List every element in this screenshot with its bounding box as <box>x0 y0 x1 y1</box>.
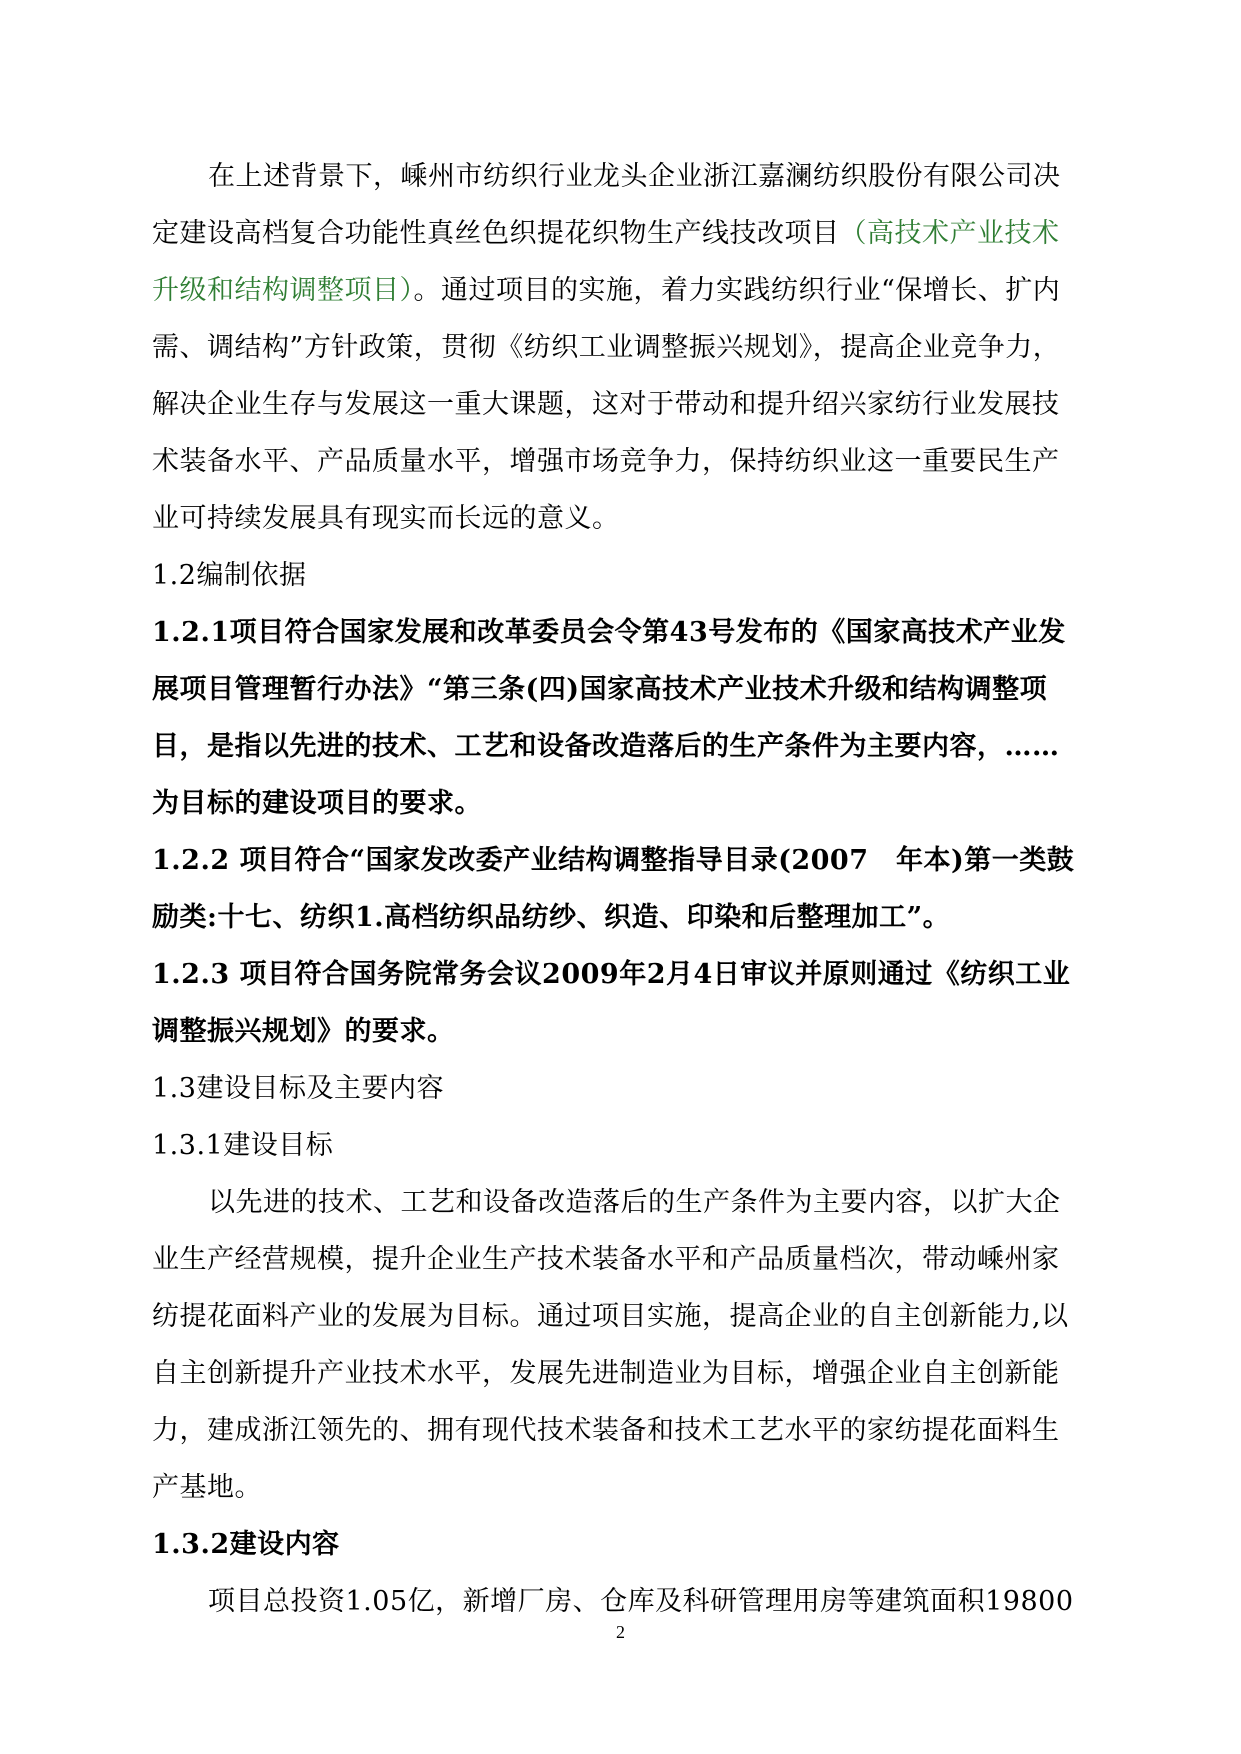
paragraph-line: 产基地。 <box>152 1472 262 1503</box>
item-1-2-1-line: 目，是指以先进的技术、工艺和设备改造落后的生产条件为主要内容，…… <box>152 731 1060 762</box>
paragraph-line: 力，建成浙江领先的、拥有现代技术装备和技术工艺水平的家纺提花面料生 <box>152 1415 1060 1446</box>
paragraph-line: 在上述背景下，嵊州市纺织行业龙头企业浙江嘉澜纺织股份有限公司决 <box>208 161 1061 192</box>
paragraph-line <box>152 205 1112 262</box>
item-1-2-2-line: 励类:十七、纺织1.高档纺织品纺纱、织造、印染和后整理加工”。 <box>152 902 951 933</box>
item-1-2-3-line: 1.2.3 项目符合国务院常务会议2009年2月4日审议并原则通过《纺织工业 <box>152 959 1071 990</box>
paragraph-text-green: （高技术产业技术 <box>839 218 1060 249</box>
paragraph-line: 自主创新提升产业技术水平，发展先进制造业为目标，增强企业自主创新能 <box>152 1358 1060 1389</box>
paragraph-line: 业可持续发展具有现实而长远的意义。 <box>152 503 620 534</box>
subsection-heading-1-3-2: 1.3.2建设内容 <box>152 1529 340 1560</box>
paragraph-text-green: 升级和结构调整项目 <box>152 275 400 306</box>
document-page <box>152 148 1112 1630</box>
paragraph-line: 业生产经营规模，提升企业生产技术装备水平和产品质量档次，带动嵊州家 <box>152 1244 1060 1275</box>
paragraph-line: 以先进的技术、工艺和设备改造落后的生产条件为主要内容，以扩大企 <box>208 1187 1061 1218</box>
section-heading-1-2: 1.2编制依据 <box>152 560 307 591</box>
paragraph-text-green: ） <box>399 275 414 306</box>
paragraph-line: 解决企业生存与发展这一重大课题，这对于带动和提升绍兴家纺行业发展技 <box>152 389 1060 420</box>
item-1-2-1-line: 1.2.1项目符合国家发展和改革委员会令第43号发布的《国家高技术产业发 <box>152 617 1066 648</box>
paragraph-text: 。通过项目的实施，着力实践纺织行业“保增长、扩内 <box>413 275 1061 306</box>
item-1-2-1-line: 为目标的建设项目的要求。 <box>152 788 482 819</box>
item-1-2-1-line: 展项目管理暂行办法》“第三条(四)国家高技术产业技术升级和结构调整项 <box>152 674 1048 705</box>
paragraph-line: 术装备水平、产品质量水平，增强市场竞争力，保持纺织业这一重要民生产 <box>152 446 1060 477</box>
paragraph-line: 项目总投资1.05亿，新增厂房、仓库及科研管理用房等建筑面积19800 <box>208 1586 1074 1617</box>
section-heading-1-3: 1.3建设目标及主要内容 <box>152 1073 444 1104</box>
item-1-2-3-line: 调整振兴规划》的要求。 <box>152 1016 455 1047</box>
paragraph-line: 纺提花面料产业的发展为目标。通过项目实施，提高企业的自主创新能力,以 <box>152 1301 1069 1332</box>
paragraph-line: 需、调结构”方针政策，贯彻《纺织工业调整振兴规划》，提高企业竞争力， <box>152 332 1061 363</box>
subsection-heading-1-3-1: 1.3.1建设目标 <box>152 1130 334 1161</box>
page-number: 2 <box>616 1622 625 1642</box>
item-1-2-2-line: 1.2.2 项目符合“国家发改委产业结构调整指导目录(2007 年本)第一类鼓 <box>152 845 1075 876</box>
paragraph-text: 定建设高档复合功能性真丝色织提花织物生产线技改项目 <box>152 218 840 249</box>
paragraph-line <box>152 262 1112 319</box>
